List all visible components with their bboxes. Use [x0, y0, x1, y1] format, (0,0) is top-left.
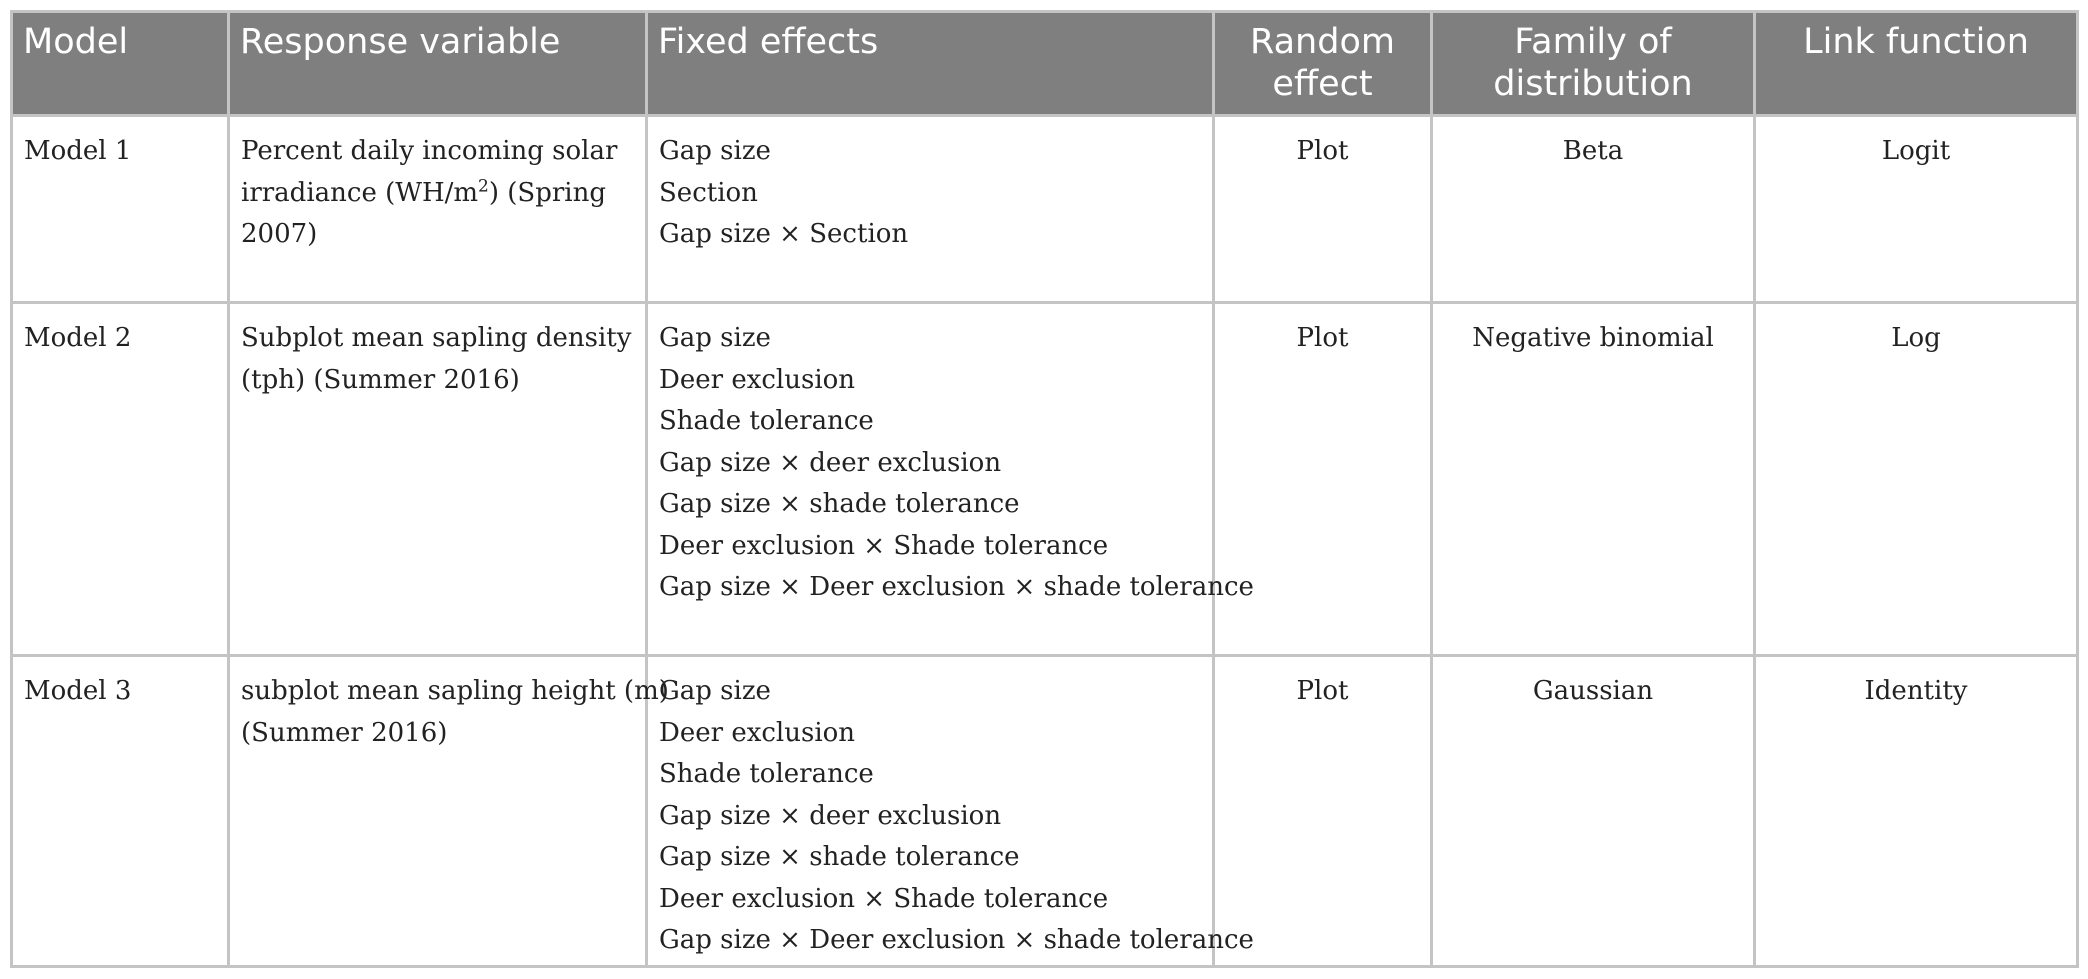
- cell-response-variable: [229, 656, 669, 967]
- fixed-effect-item: Deer exclusion: [659, 717, 856, 748]
- cell-model: Model 2: [12, 303, 229, 656]
- table-container: [10, 10, 2079, 968]
- model-table: [10, 10, 2079, 968]
- response-text: ) (Spring: [488, 177, 607, 208]
- table-row: [12, 116, 2078, 303]
- table-row: [12, 656, 2078, 967]
- superscript: 2: [478, 175, 489, 196]
- response-line: subplot mean sapling height (m): [241, 676, 669, 706]
- header-row: [12, 12, 2078, 116]
- cell-response-variable: [229, 116, 647, 303]
- cell-link-function: Log: [1755, 303, 2078, 656]
- header-link-function: Link function: [1755, 12, 2078, 116]
- response-line: (tph) (Summer 2016): [241, 364, 520, 395]
- header-random-line1: Random: [1250, 22, 1395, 62]
- fixed-effect-item: Deer exclusion × Shade tolerance: [659, 883, 1109, 914]
- header-family-of-distribution: [1432, 12, 1755, 116]
- cell-random-effect: Plot: [1214, 116, 1432, 303]
- response-line: Percent daily incoming solar: [241, 136, 618, 166]
- fixed-effect-item: Shade tolerance: [659, 406, 874, 436]
- cell-random-effect: Plot: [1214, 303, 1432, 656]
- fixed-effect-item: Gap size: [659, 323, 771, 353]
- cell-family: Beta: [1432, 116, 1755, 303]
- cell-response-variable: [229, 303, 647, 656]
- fixed-effect-item: Shade tolerance: [659, 759, 874, 789]
- fixed-effect-item: Deer exclusion: [659, 364, 856, 395]
- fixed-effect-item: Gap size × Deer exclusion × shade tolerance: [659, 572, 1254, 602]
- cell-fixed-effects: [647, 303, 1254, 656]
- header-random-line2: effect: [1272, 64, 1373, 104]
- fixed-effect-item: Gap size × Section: [659, 219, 909, 249]
- response-text: irradiance (WH/m: [241, 177, 479, 208]
- header-fixed-effects: Fixed effects: [647, 12, 1214, 116]
- fixed-effect-item: Gap size × shade tolerance: [659, 489, 1020, 519]
- header-family-line1: Family of: [1514, 22, 1672, 62]
- cell-link-function: Logit: [1755, 116, 2078, 303]
- response-line: 2007): [241, 219, 318, 249]
- fixed-effect-item: Gap size × shade tolerance: [659, 842, 1020, 872]
- cell-family: Negative binomial: [1432, 303, 1755, 656]
- fixed-effect-item: Gap size × Deer exclusion × shade tolerance: [659, 925, 1254, 955]
- cell-link-function: Identity: [1755, 656, 2078, 967]
- fixed-effect-item: Deer exclusion × Shade tolerance: [659, 530, 1109, 561]
- table-row: [12, 303, 2078, 656]
- header-family-line2: distribution: [1493, 64, 1693, 104]
- response-line: [241, 173, 634, 215]
- fixed-effect-item: Gap size × deer exclusion: [659, 447, 1002, 478]
- fixed-effect-item: Gap size: [659, 676, 771, 706]
- cell-random-effect: Plot: [1214, 656, 1432, 967]
- fixed-effect-item: Gap size: [659, 136, 771, 166]
- cell-fixed-effects: [647, 116, 1214, 303]
- response-line: (Summer 2016): [241, 717, 448, 748]
- fixed-effect-item: Section: [659, 177, 758, 208]
- response-line: Subplot mean sapling density: [241, 323, 632, 353]
- header-random-effect: [1214, 12, 1432, 116]
- cell-fixed-effects: [647, 656, 1254, 967]
- cell-model: Model 3: [12, 656, 229, 967]
- header-response-variable: Response variable: [229, 12, 647, 116]
- cell-model: Model 1: [12, 116, 229, 303]
- header-model: Model: [12, 12, 229, 116]
- fixed-effect-item: Gap size × deer exclusion: [659, 800, 1002, 831]
- cell-family: Gaussian: [1432, 656, 1755, 967]
